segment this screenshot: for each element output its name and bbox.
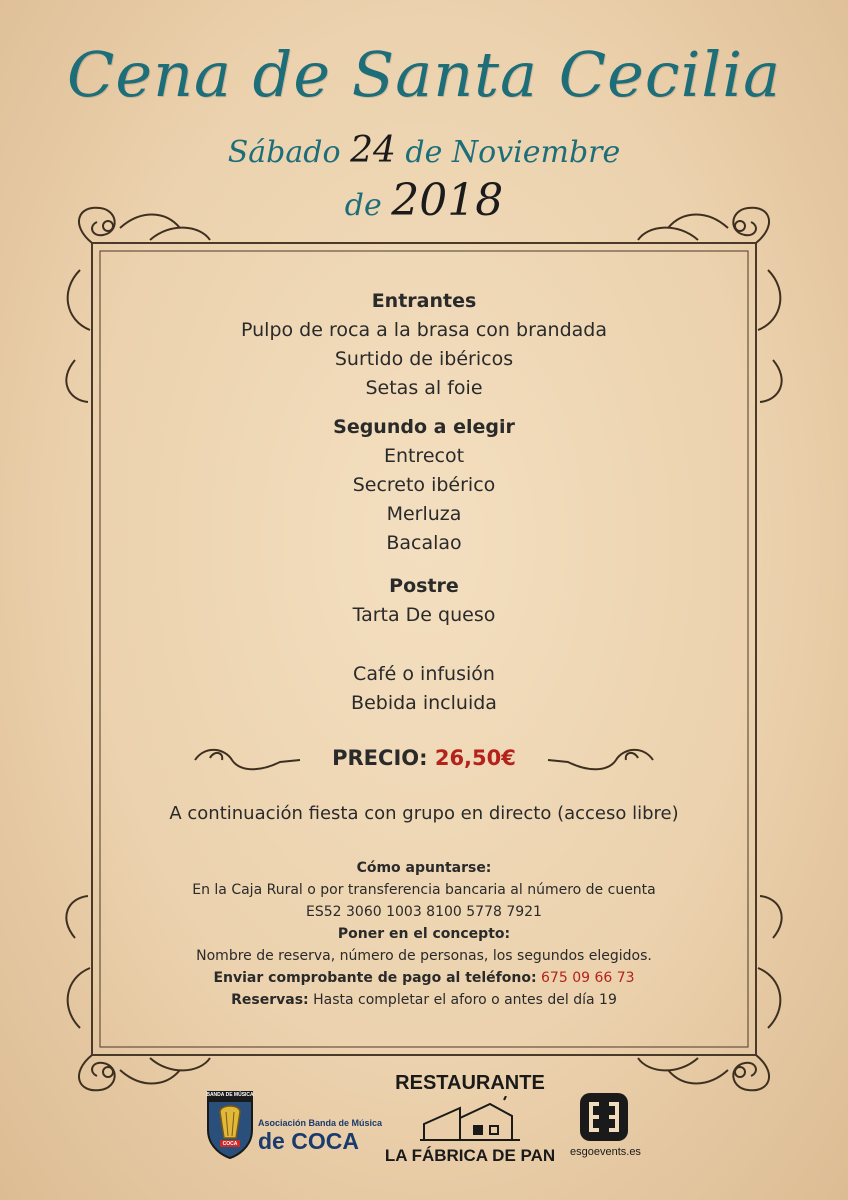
day-number: 24 bbox=[350, 130, 396, 171]
menu-item: Bebida incluida bbox=[351, 692, 497, 714]
band-logo bbox=[206, 1090, 383, 1170]
year-prefix: de bbox=[344, 188, 382, 223]
band-badge-top: BANDA DE MÚSICA bbox=[206, 1092, 254, 1098]
menu-section-dessert bbox=[0, 572, 848, 630]
esgo-logo bbox=[570, 1092, 650, 1162]
continuation-note: A continuación fiesta con grupo en directo (acceso libre) bbox=[169, 803, 679, 824]
price-line bbox=[0, 746, 848, 770]
signup-info bbox=[0, 857, 848, 1011]
month: de Noviembre bbox=[405, 135, 621, 170]
price-value: 26,50€ bbox=[434, 746, 516, 770]
band-shield-icon bbox=[206, 1090, 254, 1160]
band-badge-bottom: COCA bbox=[222, 1141, 238, 1147]
band-name-line2: de COCA bbox=[258, 1128, 359, 1154]
esgo-site: esgoevents.es bbox=[570, 1146, 641, 1158]
how-label: Cómo apuntarse: bbox=[356, 860, 492, 876]
page-title: Cena de Santa Cecilia bbox=[66, 38, 782, 111]
restaurant-logo bbox=[380, 1072, 560, 1172]
band-name-line1: Asociación Banda de Música bbox=[258, 1118, 383, 1128]
menu-item: Secreto ibérico bbox=[352, 474, 496, 496]
menu-item: Merluza bbox=[386, 503, 462, 525]
price-label: PRECIO: bbox=[332, 746, 428, 770]
concept-text: Nombre de reserva, número de personas, los segundos elegidos. bbox=[196, 948, 652, 964]
year: 2018 bbox=[391, 175, 504, 226]
account-number: ES52 3060 1003 8100 5778 7921 bbox=[306, 904, 542, 920]
menu-item: Tarta De queso bbox=[352, 604, 496, 626]
day-word: Sábado bbox=[227, 135, 341, 170]
menu-section-mains bbox=[0, 413, 848, 558]
menu-item: Entrecot bbox=[383, 445, 465, 467]
restaurant-name: LA FÁBRICA DE PAN bbox=[384, 1146, 556, 1165]
concept-label: Poner en el concepto: bbox=[337, 926, 511, 942]
bakery-building-icon bbox=[420, 1096, 520, 1142]
menu-section-starters bbox=[0, 287, 848, 403]
esgo-mark-icon bbox=[579, 1092, 629, 1142]
menu-extras bbox=[0, 660, 848, 718]
menu-item: Setas al foie bbox=[365, 377, 483, 399]
reserve-text: Hasta completar el aforo o antes del día 19 bbox=[313, 992, 617, 1008]
send-label: Enviar comprobante de pago al teléfono: bbox=[213, 970, 537, 986]
menu-item: Café o infusión bbox=[353, 663, 495, 685]
restaurant-label: RESTAURANTE bbox=[395, 1072, 545, 1094]
menu-item: Bacalao bbox=[386, 532, 462, 554]
reserve-label: Reservas: bbox=[231, 992, 309, 1008]
section-heading: Entrantes bbox=[371, 290, 477, 312]
section-heading: Postre bbox=[389, 575, 459, 597]
phone-number: 675 09 66 73 bbox=[541, 970, 635, 986]
how-text: En la Caja Rural o por transferencia bancaria al número de cuenta bbox=[192, 882, 656, 898]
section-heading: Segundo a elegir bbox=[333, 416, 515, 438]
menu-item: Surtido de ibéricos bbox=[334, 348, 514, 370]
menu-item: Pulpo de roca a la brasa con brandada bbox=[241, 319, 607, 341]
